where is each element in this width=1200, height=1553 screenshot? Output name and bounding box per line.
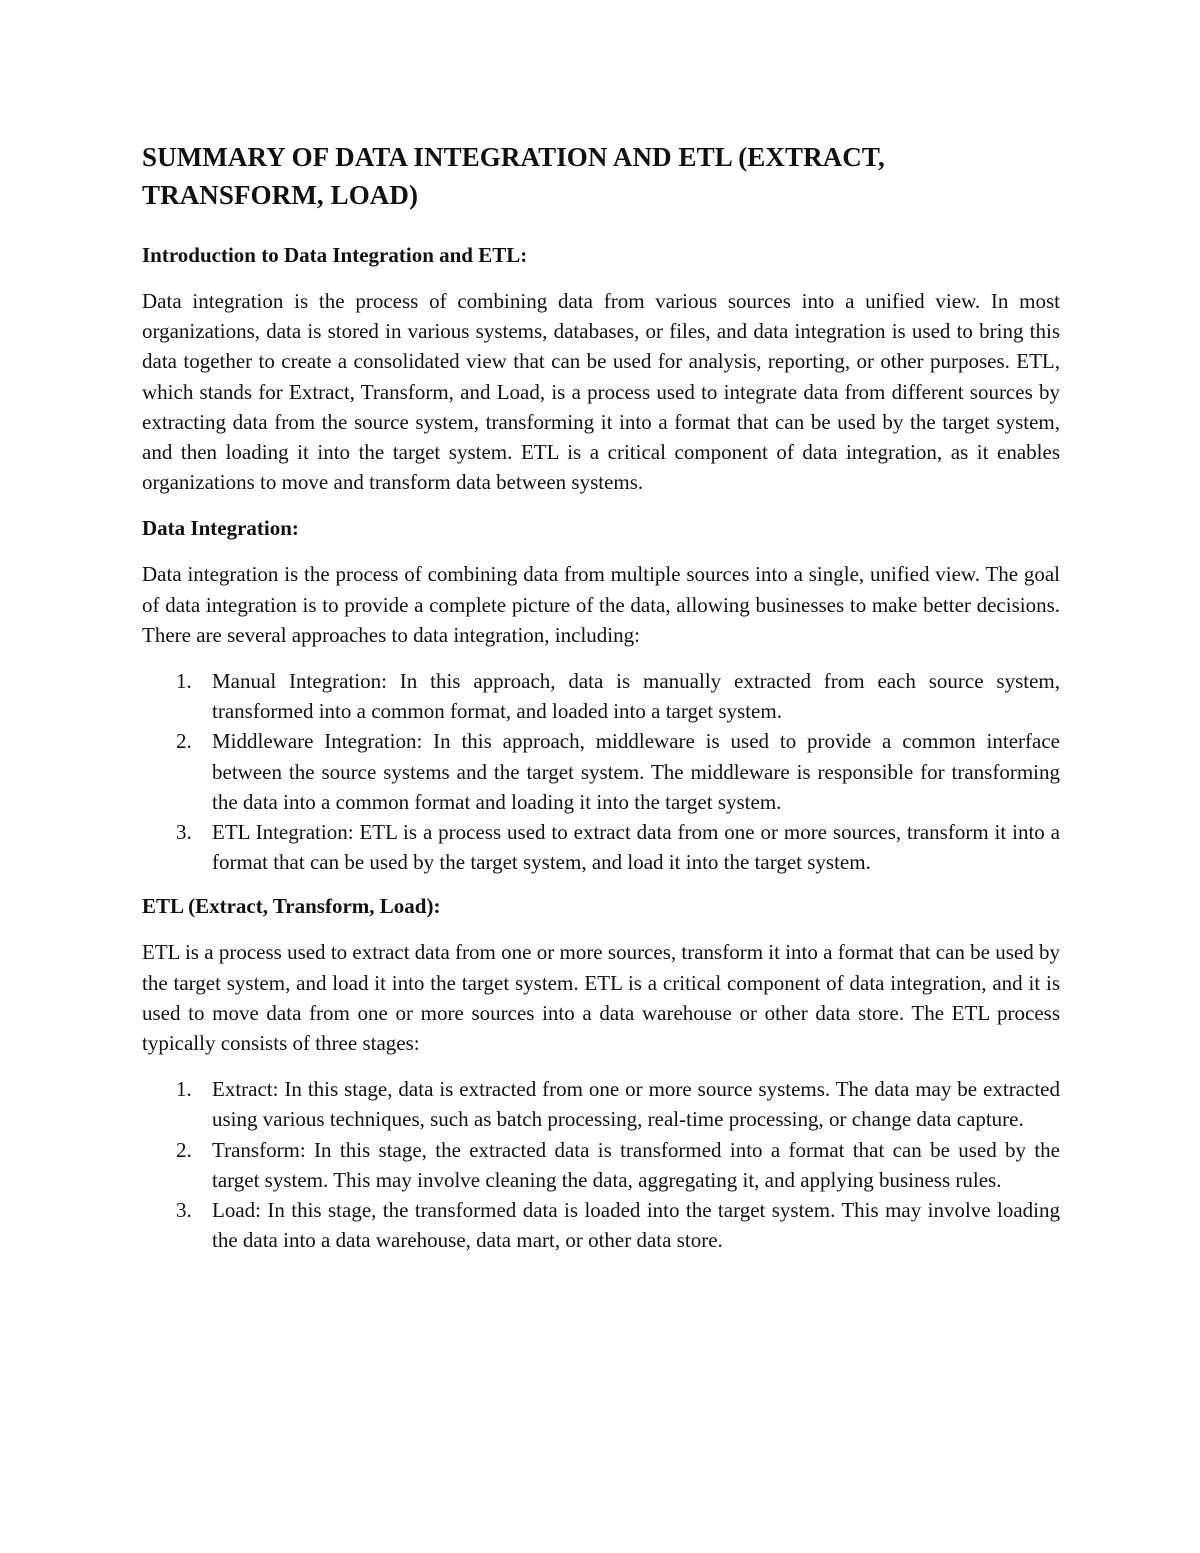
section-heading: ETL (Extract, Transform, Load): bbox=[142, 894, 441, 919]
section-data-integration bbox=[142, 513, 1060, 877]
list-item-number: 2. bbox=[176, 729, 192, 754]
approaches-list bbox=[142, 666, 1060, 877]
list-item bbox=[142, 817, 1060, 877]
stages-list bbox=[142, 1074, 1060, 1255]
document-title: SUMMARY OF DATA INTEGRATION AND ETL (EXTRACT, TRANSFORM, LOAD) bbox=[142, 142, 885, 210]
list-item-text: Transform: In this stage, the extracted data is transformed into a format that can be used by the target system. This may involve cleaning the data, aggregating it, and applying business rules. bbox=[212, 1137, 1060, 1192]
list-item-text: ETL Integration: ETL is a process used to extract data from one or more sources, transform it into a format that can be used by the target system, and load it into the target system. bbox=[212, 820, 1060, 875]
list-item-text: Middleware Integration: In this approach, middleware is used to provide a common interface between the source systems and the target system. The middleware is responsible for transforming the data into a common format and loading it into the target system. bbox=[212, 729, 1060, 814]
document-page bbox=[142, 138, 1060, 1269]
list-item-number: 3. bbox=[176, 1198, 192, 1223]
list-item-text: Extract: In this stage, data is extracted from one or more source systems. The data may be extracted using various techniques, such as batch processing, real-time processing, or change data capture. bbox=[212, 1077, 1060, 1132]
list-item-number: 1. bbox=[176, 1077, 192, 1102]
list-item bbox=[142, 1135, 1060, 1195]
section-paragraph: ETL is a process used to extract data from one or more sources, transform it into a format that can be used by the target system, and load it into the target system. ETL is a critical component of data integration, and it is used to move data from one or more sources into a data warehouse or other data store. The ETL process typically consists of three stages: bbox=[142, 940, 1060, 1056]
section-paragraph: Data integration is the process of combining data from multiple sources into a single, unified view. The goal of data integration is to provide a complete picture of the data, allowing businesses to make better decisions. There are several approaches to data integration, including: bbox=[142, 562, 1060, 647]
list-item-number: 2. bbox=[176, 1137, 192, 1162]
list-item bbox=[142, 1074, 1060, 1134]
list-item bbox=[142, 1195, 1060, 1255]
list-item bbox=[142, 726, 1060, 817]
list-item-text: Load: In this stage, the transformed data is loaded into the target system. This may involve loading the data into a data warehouse, data mart, or other data store. bbox=[212, 1198, 1060, 1253]
list-item-number: 1. bbox=[176, 669, 192, 694]
section-introduction bbox=[142, 240, 1060, 497]
list-item-text: Manual Integration: In this approach, data is manually extracted from each source system, transformed into a common format, and loaded into a target system. bbox=[212, 669, 1060, 724]
section-heading: Data Integration: bbox=[142, 516, 299, 541]
list-item-number: 3. bbox=[176, 820, 192, 845]
list-item bbox=[142, 666, 1060, 726]
section-heading: Introduction to Data Integration and ETL: bbox=[142, 243, 528, 267]
section-paragraph: Data integration is the process of combining data from various sources into a unified view. In most organizations, data is stored in various systems, databases, or files, and data integration is used to bring this data together to create a consolidated view that can be used for analysis, reporting, or other purposes. ETL, which stands for Extract, Transform, and Load, is a process used to integrate data from different sources by extracting data from the source system, transforming it into a format that can be used by the target system, and then loading it into the target system. ETL is a critical component of data integration, as it enables organizations to move and transform data between systems. bbox=[142, 289, 1060, 495]
section-etl bbox=[142, 891, 1060, 1255]
